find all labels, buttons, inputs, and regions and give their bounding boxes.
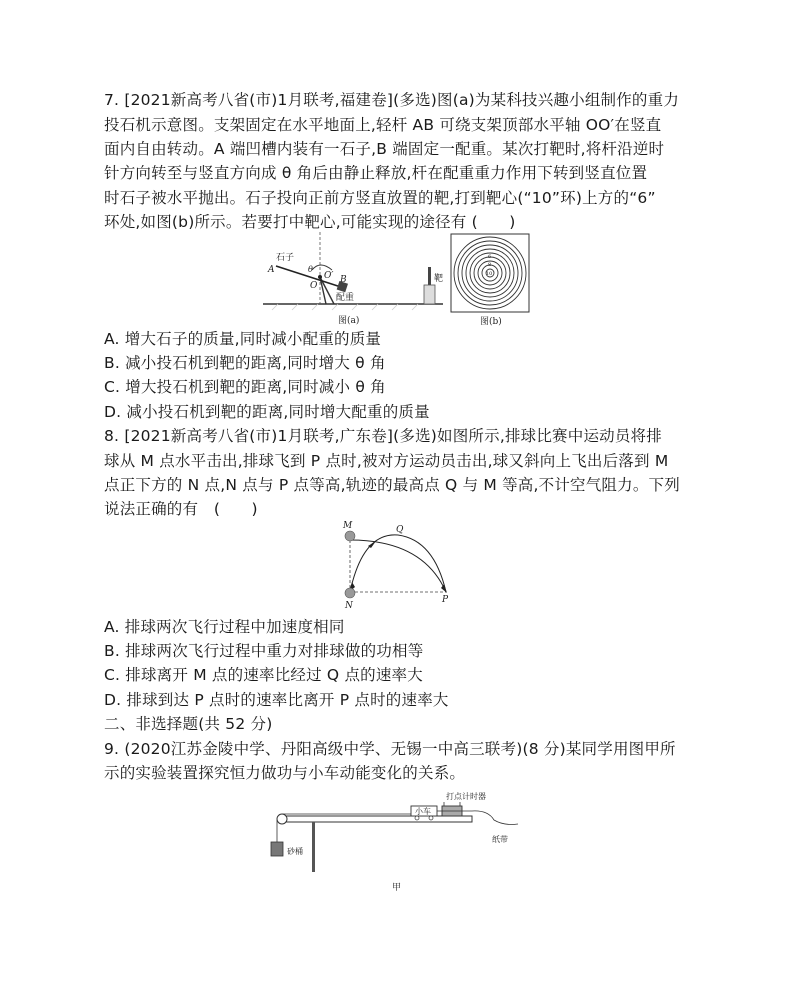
ring-label-6: 6 bbox=[488, 254, 492, 260]
ring-label-10: 10 bbox=[486, 271, 493, 277]
q9-line-1: 9. (2020江苏金陵中学、丹阳高级中学、无锡一中高三联考)(8 分)某同学用图甲所 bbox=[104, 740, 676, 758]
q7-line-2: 投石机示意图。支架固定在水平地面上,轻杆 AB 可绕支架顶部水平轴 OO′在竖直 bbox=[104, 116, 662, 134]
label-timer: 打点计时器 bbox=[446, 792, 486, 801]
label-cart: 小车 bbox=[415, 807, 431, 816]
label-tape: 纸带 bbox=[492, 835, 508, 844]
q8-line-3: 点正下方的 N 点,N 点与 P 点等高,轨迹的最高点 Q 与 M 等高,不计空气阻力。下列 bbox=[104, 476, 680, 494]
q8-option-b: B. 排球两次飞行过程中重力对排球做的功相等 bbox=[104, 642, 424, 660]
q7-option-c: C. 增大投石机到靶的距离,同时减小 θ 角 bbox=[104, 378, 386, 396]
label-target: 靶 bbox=[434, 274, 444, 284]
q7-line-1: 7. [2021新高考八省(市)1月联考,福建卷](多选)图(a)为某科技兴趣小组制作的重力 bbox=[104, 91, 680, 109]
q7-line-6: 环处,如图(b)所示。若要打中靶心,可能实现的途径有 ( ) bbox=[104, 213, 516, 231]
label-P: P bbox=[442, 595, 449, 605]
q7-option-b: B. 减小投石机到靶的距离,同时增大 θ 角 bbox=[104, 354, 386, 372]
q8-line-2: 球从 M 点水平击出,排球飞到 P 点时,被对方运动员击出,球又斜向上飞出后落到 M bbox=[104, 452, 669, 470]
q8-line-4: 说法正确的有 ( ) bbox=[104, 500, 258, 518]
ring-label-8: 8 bbox=[488, 262, 492, 268]
q9-line-2: 示的实验装置探究恒力做功与小车动能变化的关系。 bbox=[104, 764, 466, 782]
q7-line-5: 时石子被水平抛出。石子投向正前方竖直放置的靶,打到靶心(“10”环)上方的“6” bbox=[104, 189, 656, 207]
q7-line-4: 针方向转至与竖直方向成 θ 角后由静止释放,杆在配重重力作用下转到竖直位置 bbox=[104, 164, 648, 182]
label-counterweight: 配重 bbox=[336, 293, 355, 303]
caption-b: 图(b) bbox=[480, 317, 502, 327]
label-stone: 石子 bbox=[276, 253, 295, 263]
q8-line-1: 8. [2021新高考八省(市)1月联考,广东卷](多选)如图所示,排球比赛中运动员将排 bbox=[104, 427, 662, 445]
q7-line-3: 面内自由转动。A 端凹槽内装有一石子,B 端固定一配重。某次打靶时,将杆沿逆时 bbox=[104, 140, 665, 158]
figure-experiment-setup bbox=[266, 786, 526, 896]
section-heading: 二、非选择题(共 52 分) bbox=[104, 715, 273, 733]
q8-option-d: D. 排球到达 P 点时的速率比离开 P 点时的速率大 bbox=[104, 691, 449, 709]
q8-option-a: A. 排球两次飞行过程中加速度相同 bbox=[104, 618, 345, 636]
figure-volleyball-trajectory bbox=[338, 520, 458, 610]
label-M: M bbox=[343, 521, 353, 531]
label-B: B bbox=[340, 275, 347, 285]
q7-option-d: D. 减小投石机到靶的距离,同时增大配重的质量 bbox=[104, 403, 430, 421]
figure-a-catapult bbox=[258, 232, 448, 327]
label-O-prime: O′ bbox=[324, 271, 334, 281]
q8-option-c: C. 排球离开 M 点的速率比经过 Q 点的速率大 bbox=[104, 666, 423, 684]
caption-a: 图(a) bbox=[338, 316, 360, 326]
label-O: O bbox=[310, 281, 318, 291]
label-Q: Q bbox=[396, 525, 404, 535]
label-N: N bbox=[345, 601, 353, 610]
q7-option-a: A. 增大石子的质量,同时减小配重的质量 bbox=[104, 330, 382, 348]
label-theta: θ bbox=[308, 265, 313, 274]
label-A: A bbox=[268, 265, 275, 275]
caption-jia: 甲 bbox=[392, 883, 402, 893]
figure-b-target bbox=[449, 232, 534, 327]
label-bucket: 砂桶 bbox=[287, 847, 303, 856]
